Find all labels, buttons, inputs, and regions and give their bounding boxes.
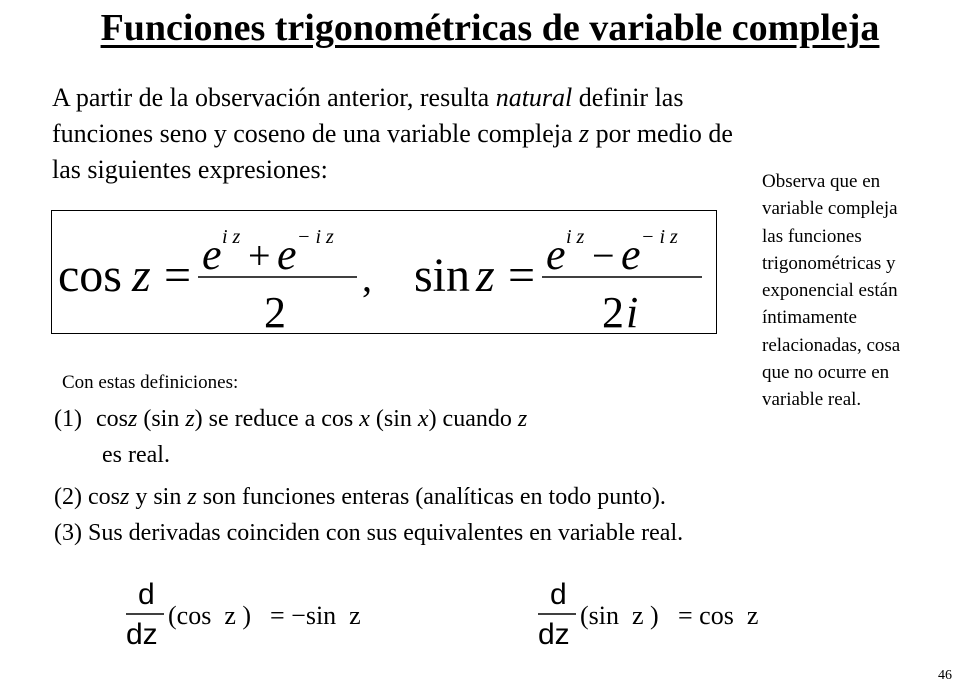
item-1-var: x (417, 406, 429, 432)
item-2-var: z (187, 484, 197, 510)
sin-variable: z (476, 249, 495, 302)
deriv-cos-d: d (138, 578, 155, 611)
intro-text: funciones seno y coseno de una variable compleja (52, 119, 580, 148)
item-1-line-2: es real. (102, 442, 170, 468)
side-note-line: las funciones (762, 225, 862, 247)
sin-num-exp2: − i z (641, 226, 678, 248)
derivative-cos (120, 572, 420, 652)
item-1-text: ) se reduce a cos (194, 406, 360, 432)
cos-num-exp1: i z (222, 226, 241, 248)
side-note-line: íntimamente (762, 307, 857, 329)
sin-denominator-i: i (626, 288, 639, 335)
deriv-sin-d: d (550, 578, 567, 611)
intro-line-3: las siguientes expresiones: (52, 155, 328, 184)
item-2-text: y sin (129, 484, 188, 510)
item-1-line-1 (54, 404, 527, 434)
item-2 (54, 482, 666, 512)
intro-text: definir las (572, 83, 684, 112)
slide-title: Funciones trigonométricas de variable compleja (100, 7, 880, 49)
sin-num-e2: e (621, 230, 641, 279)
cos-num-exp2: − i z (297, 226, 334, 248)
item-2-text: (2) cos (54, 484, 120, 510)
formula-box (51, 210, 717, 334)
item-1-var: z (127, 406, 138, 432)
intro-variable: z (579, 119, 590, 148)
derivative-sin (532, 572, 832, 652)
side-note-line: variable real. (762, 389, 862, 411)
side-note-line: que no ocurre en (762, 362, 890, 384)
formula-comma: , (362, 255, 372, 300)
side-note-line: Observa que en (762, 171, 881, 192)
item-1-text: (sin (137, 406, 186, 432)
side-note-line: trigonométricas y (762, 252, 896, 274)
cos-variable: z (132, 249, 151, 302)
deriv-cos-rhs: = −sin z (270, 601, 361, 630)
item-1-text: (sin (369, 406, 418, 432)
side-note-line: relacionadas, cosa (762, 334, 901, 356)
sin-denominator-2: 2 (602, 288, 624, 335)
sin-num-minus: − (592, 233, 615, 278)
deriv-cos-arg: (cos z ) (168, 601, 252, 630)
cos-denominator: 2 (264, 288, 286, 335)
cos-num-plus: + (248, 233, 271, 278)
sin-num-exp1: i z (566, 226, 585, 248)
sin-equals: = (508, 249, 536, 302)
item-1-text: ) cuando (428, 406, 518, 432)
deriv-sin-rhs: = cos z (678, 601, 759, 630)
deriv-cos-dz: dz (126, 618, 158, 651)
deriv-sin-dz: dz (538, 618, 570, 651)
item-1-text: cos (95, 406, 128, 432)
item-1-var: x (359, 406, 370, 432)
cos-equals: = (164, 249, 192, 302)
item-2-var: z (119, 484, 130, 510)
item-1-var: z (517, 406, 528, 432)
intro-text: por medio de (589, 119, 733, 148)
formula-svg (52, 211, 718, 335)
side-note (762, 168, 972, 414)
intro-text: A partir de la observación anterior, resulta (52, 83, 496, 112)
sin-num-e1: e (546, 230, 566, 279)
side-note-line: variable compleja (762, 198, 898, 220)
sin-label: sin (414, 249, 471, 302)
side-note-line: exponencial están (762, 280, 898, 302)
page-number: 46 (938, 668, 952, 683)
item-1-number: (1) (54, 406, 82, 432)
cos-num-e1: e (202, 230, 222, 279)
deriv-sin-arg: (sin z ) (580, 601, 659, 630)
intro-line-1 (52, 80, 892, 116)
intro-line-2 (52, 116, 892, 152)
item-3: (3) Sus derivadas coinciden con sus equivalentes en variable real. (54, 520, 684, 546)
item-2-text: son funciones enteras (analíticas en todo punto). (196, 484, 666, 510)
definitions-heading: Con estas definiciones: (62, 372, 239, 393)
intro-emphasis: natural (495, 83, 573, 112)
cos-label: cos (58, 249, 122, 302)
item-1-var: z (185, 406, 195, 432)
cos-num-e2: e (277, 230, 297, 279)
